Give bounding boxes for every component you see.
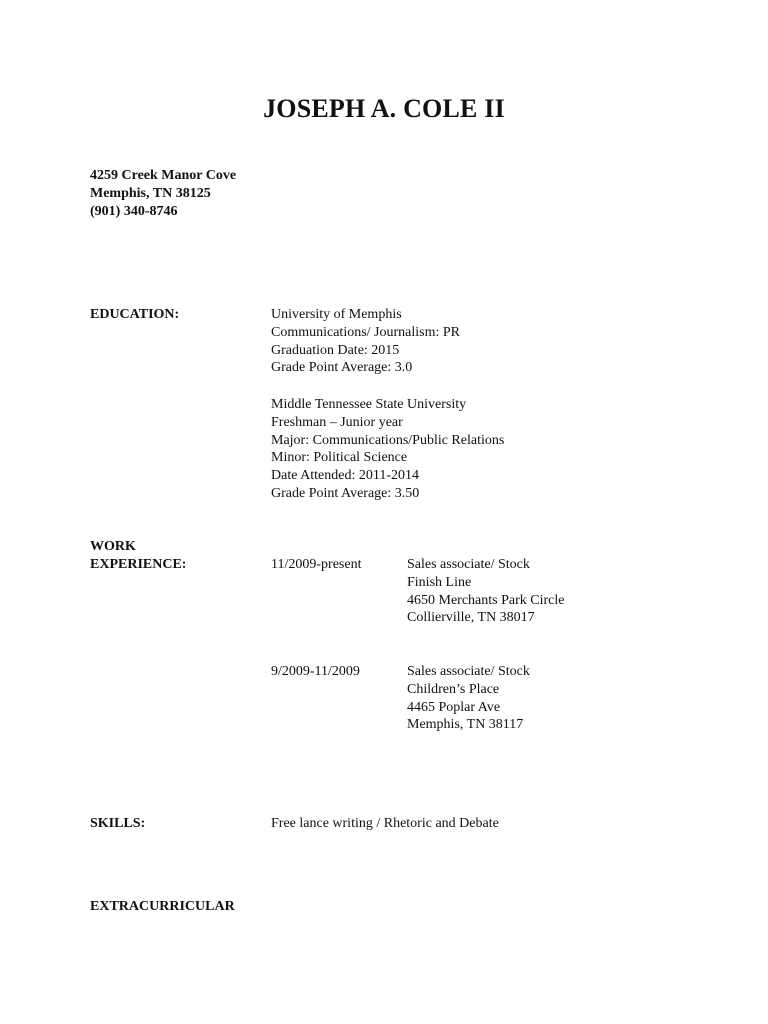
education-school-2 xyxy=(271,396,504,503)
work-heading-line-1: WORK xyxy=(90,539,136,554)
job-2-details xyxy=(407,663,530,734)
job-line: 4650 Merchants Park Circle xyxy=(407,592,565,608)
work-heading xyxy=(90,538,186,574)
education-line: Date Attended: 2011-2014 xyxy=(271,468,420,484)
job-1-details xyxy=(407,556,564,627)
education-line: University of Memphis xyxy=(271,307,402,322)
education-line: Grade Point Average: 3.50 xyxy=(271,485,420,501)
contact-street: 4259 Creek Manor Cove xyxy=(90,168,237,183)
education-line: Major: Communications/Public Relations xyxy=(271,432,505,448)
education-line: Communications/ Journalism: PR xyxy=(271,324,461,340)
job-2-dates: 9/2009-11/2009 xyxy=(271,664,360,679)
contact-phone: (901) 340-8746 xyxy=(90,203,178,219)
education-line: Minor: Political Science xyxy=(271,450,408,466)
work-heading-line-2: EXPERIENCE: xyxy=(90,556,187,572)
education-line: Middle Tennessee State University xyxy=(271,397,467,412)
education-line: Graduation Date: 2015 xyxy=(271,342,400,358)
education-heading: EDUCATION: xyxy=(90,307,180,322)
education-school-1 xyxy=(271,306,460,377)
contact-city: Memphis, TN 38125 xyxy=(90,185,211,201)
skills-text: Free lance writing / Rhetoric and Debate xyxy=(271,816,499,831)
job-line: Sales associate/ Stock xyxy=(407,557,530,572)
job-line: Collierville, TN 38017 xyxy=(407,610,535,626)
contact-block xyxy=(90,167,236,220)
job-line: Finish Line xyxy=(407,574,472,590)
job-1-dates: 11/2009-present xyxy=(271,557,362,572)
job-line: Memphis, TN 38117 xyxy=(407,717,524,733)
extracurricular-heading: EXTRACURRICULAR xyxy=(90,899,235,914)
education-line: Freshman – Junior year xyxy=(271,414,403,430)
resume-name: JOSEPH A. COLE II xyxy=(263,94,505,123)
education-line: Grade Point Average: 3.0 xyxy=(271,360,413,376)
job-line: 4465 Poplar Ave xyxy=(407,699,501,715)
job-line: Sales associate/ Stock xyxy=(407,664,530,679)
skills-heading: SKILLS: xyxy=(90,816,146,831)
job-line: Children’s Place xyxy=(407,681,500,697)
